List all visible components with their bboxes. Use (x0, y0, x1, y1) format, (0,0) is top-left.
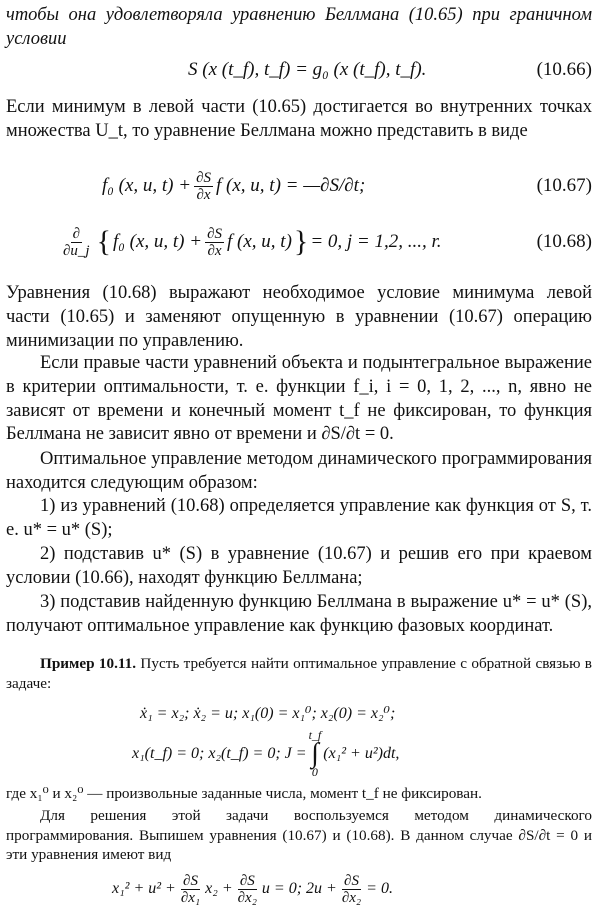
paragraph-right-parts: Если правые части уравнений объекта и подынтегральное выражение в критерии оптимальности, т. е. функции f_i, i = 0, 1, 2, ..., n, явно не зависят от времени и конечный момент t_f не фиксирован, то функция Беллмана не зависит явно от времени и ∂S/∂t = 0. (6, 353, 592, 445)
list-step-1: 1) из уравнений (10.68) определяется управление как функция от S, т. е. u* = u* (S); (6, 496, 592, 540)
integral-sign: t_f ∫ 0 (308, 728, 322, 779)
example-heading (0, 654, 600, 693)
paragraph-solution: Для решения этой задачи воспользуемся методом динамического программирования. Выпишем уравнения (10.67) и (10.68). В данном случае ∂S/∂t = 0 и эти уравнения имеют вид (6, 807, 592, 864)
fraction-d-du: $\frac{\partial}{\partial u\_j}$ (63, 225, 90, 259)
paragraph-where: где x₁⁰ и x₂⁰ — произвольные заданные числа, момент t_f не фиксирован. (6, 785, 482, 802)
fraction-dS-dx: $\frac{\partial S}{\partial x}$ (196, 169, 211, 203)
list-step-3: 3) подставив найденную функцию Беллмана в выражение u* = u* (S), получают оптимальное управление как функцию фазовых координат. (6, 592, 592, 636)
equation-system: ẋ₁ = x₂; ẋ₂ = u; x₁(0) = x₁⁰; x₂(0) = x₂⁰; (140, 705, 396, 722)
equation-10-66 (0, 48, 600, 92)
paragraph-equations: Уравнения (10.68) выражают необходимое условие минимума левой части (10.65) и заменяют опущенную в уравнении (10.67) операцию минимизации по управлению. (6, 283, 592, 351)
example-label: Пример 10.11. (40, 655, 137, 672)
paragraph-intro: чтобы она удовлетворяла уравнению Беллмана (10.65) при граничном условии (6, 5, 592, 49)
list-step-2: 2) подставив u* (S) в уравнение (10.67) и решив его при краевом условии (10.66), находят функцию Беллмана; (6, 544, 592, 588)
left-brace: { (96, 225, 111, 258)
equation-body: $\frac{\partial}{\partial u\_j}$ { f₀ (x, u, t) + $\frac{\partial S}{\partial x}$ f (x, u, t) } = 0, j = 1,2, ..., r. (63, 225, 442, 259)
equation-number: (10.66) (536, 59, 592, 80)
equation-number: (10.67) (536, 175, 592, 196)
equation-10-68 (0, 218, 600, 266)
fraction-dS-dx2-second: $\frac{\partial S}{\text{∂x₂}}$ (341, 872, 362, 906)
example-text: Пусть требуется найти оптимальное управление с обратной связью в задаче: (6, 655, 592, 692)
paragraph-minimum: Если минимум в левой части (10.65) достигается во внутренних точках множества U_t, то уравнение Беллмана можно представить в виде (6, 97, 592, 141)
equation-number: (10.68) (536, 231, 592, 252)
equation-bellman-example: x₁² + u² + $\frac{\partial S}{\text{∂x₁}}$ x₂ + $\frac{\partial S}{\text{∂x₂}}$ u = 0; 2u + $\frac{\partial S}{\text{∂x₂}}$ = 0. (112, 872, 393, 906)
equation-body: S (x (t_f), t_f) = g₀ (x (t_f), t_f). (188, 59, 427, 80)
fraction-dS-dx1: $\frac{\partial S}{\text{∂x₁}}$ (180, 872, 201, 906)
fraction-dS-dx2: $\frac{\partial S}{\text{∂x₂}}$ (237, 872, 257, 906)
equation-boundary: x₁(t_f) = 0; x₂(t_f) = 0; J = t_f ∫ 0 (x₁² + u²)dt, (132, 728, 400, 779)
paragraph-optimal: Оптимальное управление методом динамического программирования находится следующим образом: (6, 449, 592, 493)
equation-10-67 (0, 164, 600, 208)
equation-body: f₀ (x, u, t) + $\frac{\partial S}{\partial x}$ f (x, u, t) = —∂S/∂t; (102, 169, 366, 203)
fraction-dS-dx: $\frac{\partial S}{\partial x}$ (207, 225, 222, 259)
right-brace: } (293, 225, 309, 258)
